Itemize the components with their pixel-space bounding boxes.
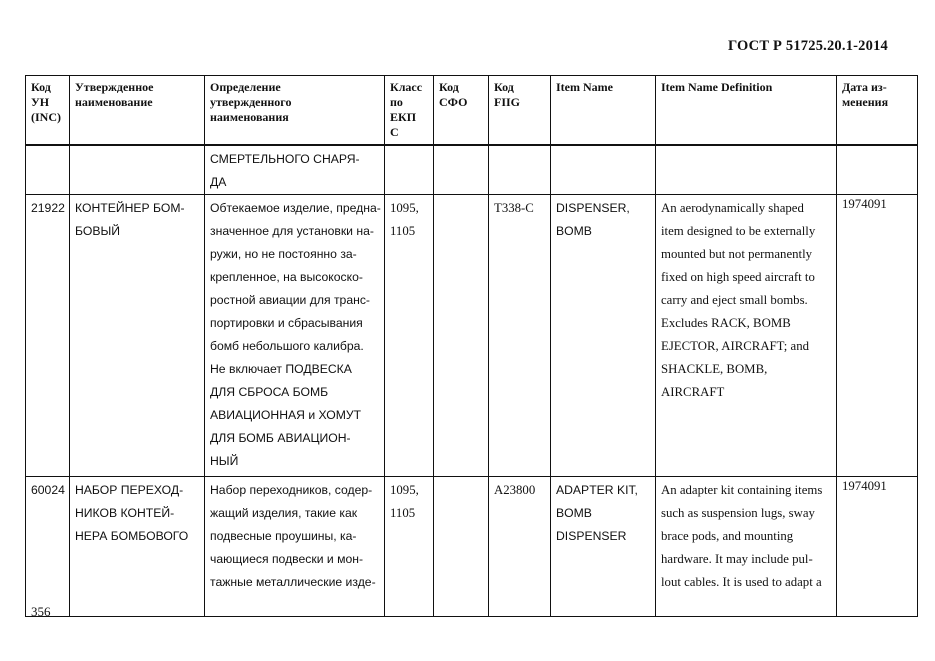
item-def-cell [656, 145, 837, 195]
cell-line: DISPENSER, [556, 201, 630, 215]
header-line: Код [494, 80, 514, 94]
cell-line: lout cables. It is used to adapt a [661, 575, 822, 589]
header-line: ЕКП [390, 110, 417, 124]
header-line: СФО [439, 95, 468, 109]
cell-line: подвесные проушины, ка- [210, 529, 357, 543]
sfo-cell [434, 477, 489, 617]
cell-line: 1095, [390, 483, 419, 497]
item-def-cell [656, 477, 837, 617]
inc-cell [26, 195, 70, 477]
header-line: Дата из- [842, 80, 887, 94]
sfo-cell [434, 195, 489, 477]
cell-line: Обтекаемое изделие, предна- [210, 201, 381, 215]
cell-line: ростной авиации для транс- [210, 293, 370, 307]
page-number: 356 [31, 604, 51, 619]
cell-line: 1105 [390, 224, 416, 238]
cell-line: 1095, [390, 201, 419, 215]
header-line: (INC) [31, 110, 61, 124]
fiig-cell [489, 195, 551, 477]
cell-line: ДЛЯ СБРОСА БОМБ [210, 385, 329, 399]
cell-line: brace pods, and mounting [661, 529, 794, 543]
cell-line: mounted but not permanently [661, 247, 813, 261]
header-item-name [551, 76, 656, 146]
cell-line: SHACKLE, BOMB, [661, 362, 768, 376]
header-inc [26, 76, 70, 146]
approved-name-cell [70, 477, 205, 617]
header-line: наименование [75, 95, 153, 109]
cell-line: Набор переходников, содер- [210, 483, 373, 497]
cell-line: портировки и сбрасывания [210, 316, 363, 330]
cell-line: T338-C [494, 201, 534, 215]
cell-line: EJECTOR, AIRCRAFT; and [661, 339, 810, 353]
cell-line: fixed on high speed aircraft to [661, 270, 815, 284]
cell-line: such as suspension lugs, sway [661, 506, 815, 520]
nomenclature-table [25, 75, 918, 617]
cell-line: жащий изделия, такие как [210, 506, 358, 520]
cell-line: 1105 [390, 506, 416, 520]
item-name-cell [551, 195, 656, 477]
header-item-def [656, 76, 837, 146]
cell-line: БОВЫЙ [75, 224, 121, 238]
header-line: наименования [210, 110, 289, 124]
header-approved-name [70, 76, 205, 146]
cell-line: НИКОВ КОНТЕЙ- [75, 506, 175, 520]
cell-line: A23800 [494, 483, 536, 497]
cell-line: 21922 [31, 201, 65, 215]
item-def-cell [656, 195, 837, 477]
header-row [26, 76, 918, 146]
change-date-value: 1974091 [842, 479, 887, 493]
sfo-cell [434, 145, 489, 195]
cell-line: carry and eject small bombs. [661, 293, 808, 307]
cell-line: Не включает ПОДВЕСКА [210, 362, 352, 376]
header-sfo [434, 76, 489, 146]
cell-line: BOMB [556, 506, 592, 520]
table-row [26, 477, 918, 617]
header-definition [205, 76, 385, 146]
cell-line: An adapter kit containing items [661, 483, 823, 497]
definition-cell [205, 195, 385, 477]
table-row [26, 145, 918, 195]
cell-line: НЕРА БОМБОВОГО [75, 529, 189, 543]
cell-line: 60024 [31, 483, 65, 497]
cell-line: АВИАЦИОННАЯ и ХОМУТ [210, 408, 362, 422]
header-line: Класс [390, 80, 423, 94]
header-line: Код [439, 80, 459, 94]
change-date-cell [837, 195, 918, 477]
change-date-value: 1974091 [842, 197, 887, 211]
header-line: менения [842, 95, 889, 109]
approved-name-cell [70, 195, 205, 477]
cell-line: ружи, но не постоянно за- [210, 247, 357, 261]
header-line: Утвержденное [75, 80, 154, 94]
header-line: утвержденного [210, 95, 292, 109]
table-header [26, 76, 918, 146]
header-change-date [837, 76, 918, 146]
class-cell [385, 477, 434, 617]
table-body [26, 145, 918, 617]
cell-line: ДЛЯ БОМБ АВИАЦИОН- [210, 431, 351, 445]
cell-line: НЫЙ [210, 454, 239, 468]
header-line: по [390, 95, 403, 109]
cell-line: чающиеся подвески и мон- [210, 552, 364, 566]
cell-line: бомб небольшого калибра. [210, 339, 364, 353]
definition-cell [205, 145, 385, 195]
cell-line: ДА [210, 175, 227, 189]
header-class [385, 76, 434, 146]
cell-line: AIRCRAFT [661, 385, 725, 399]
cell-line: An aerodynamically shaped [661, 201, 804, 215]
document-code: ГОСТ Р 51725.20.1-2014 [727, 38, 888, 54]
cell-line: ADAPTER KIT, [556, 483, 638, 497]
change-date-cell [837, 145, 918, 195]
header-line: Код [31, 80, 51, 94]
fiig-cell [489, 145, 551, 195]
header-line: Item Name [556, 80, 613, 94]
header-line: С [390, 125, 399, 139]
item-name-cell [551, 477, 656, 617]
header-fiig [489, 76, 551, 146]
header-line: Item Name Definition [661, 80, 773, 94]
cell-line: крепленное, на высокоско- [210, 270, 363, 284]
cell-line: СМЕРТЕЛЬНОГО СНАРЯ- [210, 152, 360, 166]
class-cell [385, 195, 434, 477]
fiig-cell [489, 477, 551, 617]
change-date-cell [837, 477, 918, 617]
item-name-cell [551, 145, 656, 195]
inc-cell [26, 145, 70, 195]
table-row [26, 195, 918, 477]
inc-cell [26, 477, 70, 617]
cell-line: Excludes RACK, BOMB [661, 316, 791, 330]
cell-line: НАБОР ПЕРЕХОД- [75, 483, 184, 497]
approved-name-cell [70, 145, 205, 195]
header-line: Определение [210, 80, 281, 94]
cell-line: item designed to be externally [661, 224, 816, 238]
cell-line: значенное для установки на- [210, 224, 374, 238]
cell-line: DISPENSER [556, 529, 627, 543]
definition-cell [205, 477, 385, 617]
header-line: УН [31, 95, 50, 109]
cell-line: тажные металлические изде- [210, 575, 376, 589]
class-cell [385, 145, 434, 195]
cell-line: BOMB [556, 224, 592, 238]
cell-line: hardware. It may include pul- [661, 552, 813, 566]
cell-line: КОНТЕЙНЕР БОМ- [75, 201, 185, 215]
header-line: FIIG [494, 95, 521, 109]
